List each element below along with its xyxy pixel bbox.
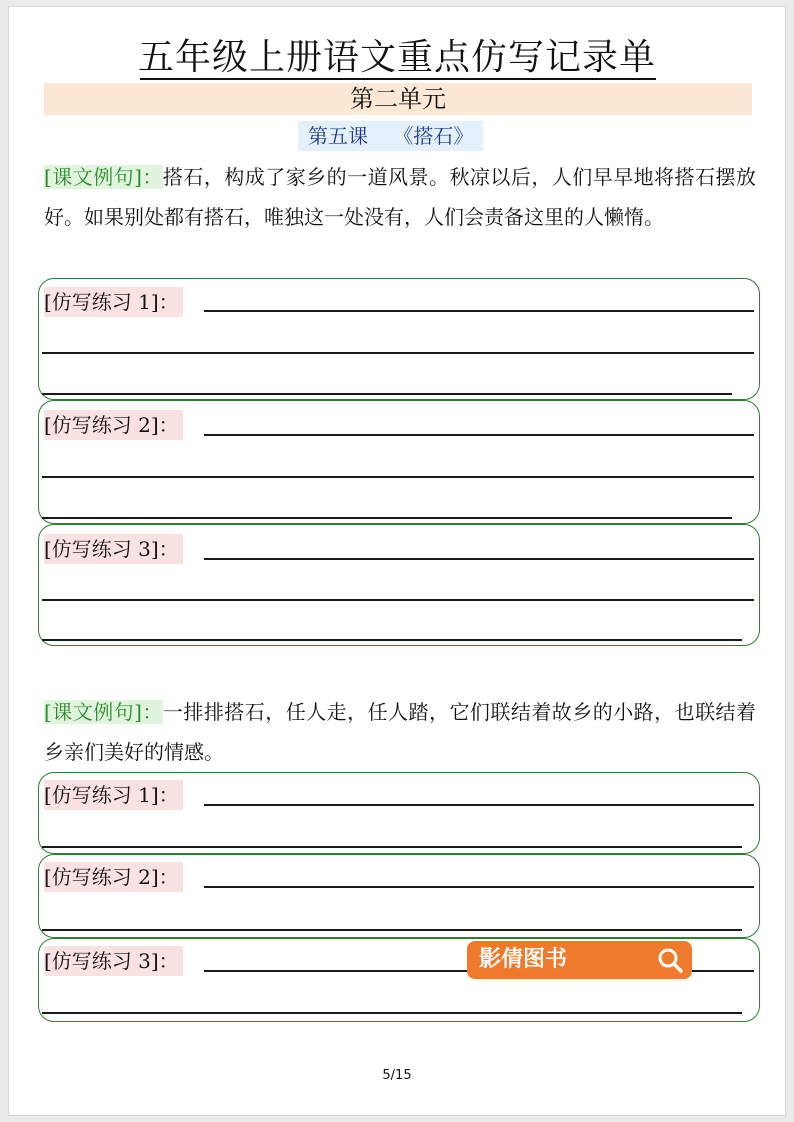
writing-line[interactable] — [42, 352, 754, 354]
writing-line[interactable] — [204, 804, 754, 806]
writing-line[interactable] — [42, 599, 754, 601]
writing-line[interactable] — [42, 639, 742, 641]
practice-label: [仿写练习 2]： — [44, 410, 183, 440]
writing-line[interactable] — [42, 1012, 742, 1014]
example-text: 搭石，构成了家乡的一道风景。秋凉以后，人们早早地将搭石摆放好。如果别处都有搭石，唯独这一处没有，人们会责备这里的人懒惰。 — [44, 165, 757, 229]
watermark-text: 影倩图书 — [479, 947, 568, 972]
practice-label: [仿写练习 1]： — [44, 780, 183, 810]
practice-label: [仿写练习 3]： — [44, 946, 183, 976]
search-icon — [656, 946, 684, 974]
writing-line[interactable] — [204, 310, 754, 312]
writing-line[interactable] — [42, 517, 732, 519]
example-tag: [课文例句]： — [44, 700, 163, 724]
lesson-heading: 第五课 《搭石》 — [298, 121, 483, 151]
writing-line[interactable] — [204, 886, 754, 888]
writing-line[interactable] — [42, 929, 742, 931]
unit-heading: 第二单元 — [44, 83, 752, 115]
example-sentence-2 — [44, 692, 756, 772]
worksheet-title: 五年级上册语文重点仿写记录单 — [137, 37, 656, 78]
page-number: 5/15 — [382, 1068, 412, 1083]
example-text: 一排排搭石，任人走，任人踏，它们联结着故乡的小路，也联结着乡亲们美好的情感。 — [44, 700, 757, 764]
example-tag: [课文例句]： — [44, 165, 163, 189]
publisher-watermark — [467, 941, 692, 979]
writing-line[interactable] — [42, 476, 754, 478]
practice-label: [仿写练习 3]： — [44, 534, 183, 564]
title-underline — [140, 78, 656, 80]
writing-line[interactable] — [42, 393, 732, 395]
writing-line[interactable] — [204, 558, 754, 560]
practice-label: [仿写练习 1]： — [44, 287, 183, 317]
writing-line[interactable] — [204, 434, 754, 436]
practice-label: [仿写练习 2]： — [44, 862, 183, 892]
example-sentence-1 — [44, 157, 756, 237]
writing-line[interactable] — [42, 846, 742, 848]
